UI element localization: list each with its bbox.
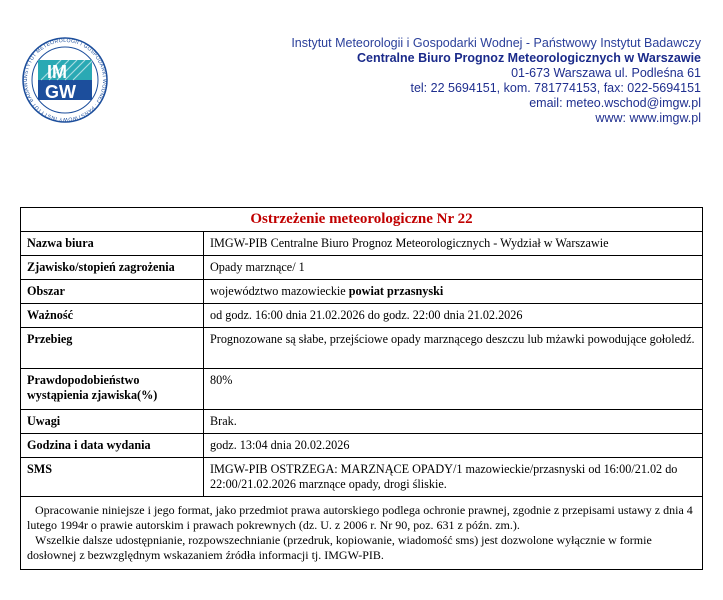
row-label: SMS: [21, 458, 204, 497]
imgw-logo: [21, 30, 109, 130]
copyright-paragraph-1: Opracowanie niniejsze i jego format, jako przedmiot prawa autorskiego podlega ochronie prawnej, zgodnie z przepisami ustawy z dnia 4 lutego 1994r o prawie autorskim i prawach pokrewnych (dz. U. z 2006 r. Nr 90, poz. 631 z późn. zm.).: [27, 503, 693, 532]
row-value: Prognozowane są słabe, przejściowe opady marznącego deszczu lub mżawki powodujące gołoledź.: [204, 328, 703, 369]
row-label: Nazwa biura: [21, 232, 204, 256]
table-row: [21, 369, 703, 410]
row-value: godz. 13:04 dnia 20.02.2026: [204, 434, 703, 458]
row-value: IMGW-PIB OSTRZEGA: MARZNĄCE OPADY/1 mazowieckie/przasnyski od 16:00/21.02 do 22:00/21.02.2026 marznące opady, drogi śliskie.: [204, 458, 703, 497]
table-row: [21, 434, 703, 458]
table-row: [21, 280, 703, 304]
row-value: 80%: [204, 369, 703, 410]
logo-text-top: IM: [47, 62, 67, 82]
email[interactable]: email: meteo.wschod@imgw.pl: [529, 96, 701, 110]
copyright-notice: [21, 497, 703, 570]
warning-title: Ostrzeżenie meteorologiczne Nr 22: [21, 208, 703, 232]
warning-table: [20, 207, 703, 570]
table-row: [21, 458, 703, 497]
table-row: [21, 232, 703, 256]
row-value: Brak.: [204, 410, 703, 434]
table-row: [21, 410, 703, 434]
row-label: Godzina i data wydania: [21, 434, 204, 458]
logo-ring-text: INSTYTUT METEOROLOGII I GOSPODARKI WODNEJ · PAŃSTWOWY INSTYTUT BADAWC: [22, 37, 108, 123]
table-row: [21, 304, 703, 328]
institute-name: Instytut Meteorologii i Gospodarki Wodnej - Państwowy Instytut Badawczy: [291, 36, 701, 50]
row-label: Uwagi: [21, 410, 204, 434]
copyright-paragraph-2: Wszelkie dalsze udostępnianie, rozpowszechnianie (przedruk, kopiowanie, wiadomość sms) jest dozwolone wyłącznie w formie dosłownej z bezwzględnym wskazaniem źródła informacji tj. IMGW-PIB.: [27, 533, 652, 562]
row-value: [204, 280, 703, 304]
row-label: Obszar: [21, 280, 204, 304]
phone-numbers: tel: 22 5694151, kom. 781774153, fax: 022-5694151: [410, 81, 701, 95]
logo-text-bottom: GW: [45, 82, 76, 102]
row-label: Przebieg: [21, 328, 204, 369]
website[interactable]: www: www.imgw.pl: [595, 111, 701, 125]
row-label: Zjawisko/stopień zagrożenia: [21, 256, 204, 280]
office-name: Centralne Biuro Prognoz Meteorologicznych w Warszawie: [356, 51, 701, 65]
table-row: [21, 256, 703, 280]
address: 01-673 Warszawa ul. Podleśna 61: [511, 66, 701, 80]
area-county: powiat przasnyski: [348, 284, 444, 298]
row-value: od godz. 16:00 dnia 21.02.2026 do godz. 22:00 dnia 21.02.2026: [204, 304, 703, 328]
row-label: Ważność: [21, 304, 204, 328]
row-label: Prawdopodobieństwo wystąpienia zjawiska(%): [21, 369, 204, 410]
table-row: [21, 328, 703, 369]
area-region: województwo mazowieckie: [210, 284, 349, 298]
row-value: Opady marznące/ 1: [204, 256, 703, 280]
row-value: IMGW-PIB Centralne Biuro Prognoz Meteorologicznych - Wydział w Warszawie: [204, 232, 703, 256]
institution-header: [291, 36, 701, 126]
